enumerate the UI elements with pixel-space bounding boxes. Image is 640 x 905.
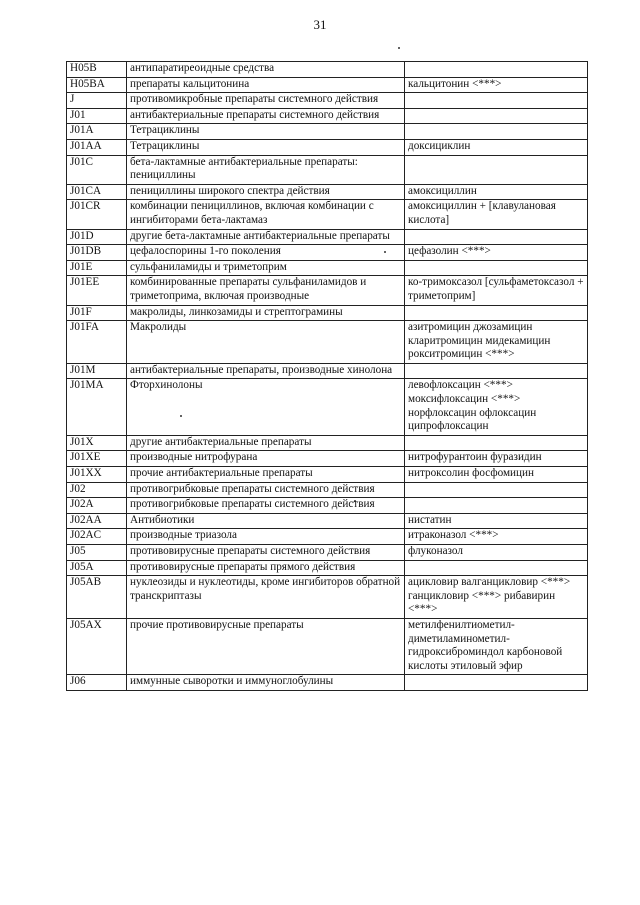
table-row: [67, 305, 588, 321]
table-row: [67, 513, 588, 529]
group-name-cell: Макролиды: [127, 321, 405, 364]
drug-names-cell: доксициклин: [405, 139, 588, 155]
atc-code-cell: J02: [67, 482, 127, 498]
atc-code-cell: J01XE: [67, 451, 127, 467]
table-row: [67, 498, 588, 514]
drug-names-cell: [405, 124, 588, 140]
drug-names-cell: левофлоксацин <***> моксифлоксацин <***> норфлоксацин офлоксацин ципрофлоксацин: [405, 379, 588, 435]
group-name-cell: бета-лактамные антибактериальные препараты: пенициллины: [127, 155, 405, 184]
group-name-cell: комбинации пенициллинов, включая комбинации с ингибиторами бета-лактамаз: [127, 200, 405, 229]
group-name-cell: другие бета-лактамные антибактериальные препараты: [127, 229, 405, 245]
atc-code-cell: J01FA: [67, 321, 127, 364]
drug-names-cell: [405, 675, 588, 691]
atc-code-cell: J05AX: [67, 618, 127, 674]
atc-code-cell: H05BA: [67, 77, 127, 93]
table-row: [67, 545, 588, 561]
drug-names-cell: [405, 62, 588, 78]
group-name-cell: антибактериальные препараты, производные хинолона: [127, 363, 405, 379]
scan-speck: [398, 47, 400, 49]
drug-names-cell: [405, 229, 588, 245]
table-row: [67, 229, 588, 245]
table-row: [67, 451, 588, 467]
group-name-cell: иммунные сыворотки и иммуноглобулины: [127, 675, 405, 691]
group-name-cell: макролиды, линкозамиды и стрептограмины: [127, 305, 405, 321]
atc-code-cell: J: [67, 93, 127, 109]
group-name-cell: производные триазола: [127, 529, 405, 545]
drug-names-cell: ацикловир валганцикловир <***> ганцикловир <***> рибавирин <***>: [405, 576, 588, 619]
table-row: [67, 93, 588, 109]
page-number: 31: [313, 17, 327, 32]
atc-code-cell: J01X: [67, 435, 127, 451]
atc-code-cell: J01E: [67, 260, 127, 276]
group-name-cell: антибактериальные препараты системного действия: [127, 108, 405, 124]
table-row: [67, 260, 588, 276]
group-name-cell: Тетрациклины: [127, 124, 405, 140]
atc-code-cell: J01EE: [67, 276, 127, 305]
table-row: [67, 200, 588, 229]
atc-code-cell: H05B: [67, 62, 127, 78]
table-row: [67, 155, 588, 184]
drug-names-cell: метилфенилтиометил-диметиламинометил-гидроксиброминдол карбоновой кислоты этиловый эфир: [405, 618, 588, 674]
drug-names-cell: флуконазол: [405, 545, 588, 561]
table-row: [67, 379, 588, 435]
group-name-cell: Фторхинолоны: [127, 379, 405, 435]
drug-names-cell: нистатин: [405, 513, 588, 529]
group-name-cell: другие антибактериальные препараты: [127, 435, 405, 451]
drug-names-cell: [405, 435, 588, 451]
table-row: [67, 675, 588, 691]
group-name-cell: нуклеозиды и нуклеотиды, кроме ингибиторов обратной транскриптазы: [127, 576, 405, 619]
atc-code-cell: J01: [67, 108, 127, 124]
atc-code-cell: J01C: [67, 155, 127, 184]
drug-names-cell: [405, 560, 588, 576]
group-name-cell: прочие антибактериальные препараты: [127, 467, 405, 483]
atc-code-cell: J05A: [67, 560, 127, 576]
drug-names-cell: амоксициллин + [клавулановая кислота]: [405, 200, 588, 229]
group-name-cell: противовирусные препараты системного действия: [127, 545, 405, 561]
atc-code-cell: J05AB: [67, 576, 127, 619]
table-row: [67, 184, 588, 200]
drug-names-cell: ко-тримоксазол [сульфаметоксазол + триметоприм]: [405, 276, 588, 305]
table-row: [67, 321, 588, 364]
table-row: [67, 276, 588, 305]
atc-code-cell: J01MA: [67, 379, 127, 435]
atc-code-cell: J02AC: [67, 529, 127, 545]
table-row: [67, 363, 588, 379]
group-name-cell: противогрибковые препараты системного действия: [127, 498, 405, 514]
table-row: [67, 245, 588, 261]
drug-names-cell: нитрофурантоин фуразидин: [405, 451, 588, 467]
atc-code-cell: J01XX: [67, 467, 127, 483]
group-name-cell: прочие противовирусные препараты: [127, 618, 405, 674]
drug-names-cell: [405, 260, 588, 276]
drug-names-cell: цефазолин <***>: [405, 245, 588, 261]
group-name-cell: Тетрациклины: [127, 139, 405, 155]
drug-classification-table: [66, 61, 588, 691]
atc-code-cell: J05: [67, 545, 127, 561]
group-name-cell: цефалоспорины 1-го поколения: [127, 245, 405, 261]
group-name-cell: Антибиотики: [127, 513, 405, 529]
drug-names-cell: амоксициллин: [405, 184, 588, 200]
table-row: [67, 560, 588, 576]
table-row: [67, 576, 588, 619]
drug-names-cell: азитромицин джозамицин кларитромицин мидекамицин рокситромицин <***>: [405, 321, 588, 364]
group-name-cell: противовирусные препараты прямого действия: [127, 560, 405, 576]
table-row: [67, 139, 588, 155]
table-row: [67, 124, 588, 140]
atc-code-cell: J01CR: [67, 200, 127, 229]
atc-code-cell: J02AA: [67, 513, 127, 529]
atc-code-cell: J06: [67, 675, 127, 691]
atc-code-cell: J01CA: [67, 184, 127, 200]
atc-code-cell: J01DB: [67, 245, 127, 261]
drug-names-cell: [405, 482, 588, 498]
table-row: [67, 62, 588, 78]
atc-code-cell: J01F: [67, 305, 127, 321]
drug-names-cell: [405, 305, 588, 321]
atc-code-cell: J01M: [67, 363, 127, 379]
atc-code-cell: J01D: [67, 229, 127, 245]
atc-code-cell: J01A: [67, 124, 127, 140]
drug-names-cell: нитроксолин фосфомицин: [405, 467, 588, 483]
group-name-cell: комбинированные препараты сульфаниламидов и триметоприма, включая производные: [127, 276, 405, 305]
table-row: [67, 618, 588, 674]
drug-names-cell: [405, 498, 588, 514]
atc-code-cell: J02A: [67, 498, 127, 514]
drug-names-cell: [405, 363, 588, 379]
table-row: [67, 435, 588, 451]
group-name-cell: противомикробные препараты системного действия: [127, 93, 405, 109]
group-name-cell: противогрибковые препараты системного действия: [127, 482, 405, 498]
table-row: [67, 108, 588, 124]
group-name-cell: пенициллины широкого спектра действия: [127, 184, 405, 200]
drug-names-cell: [405, 108, 588, 124]
table-row: [67, 529, 588, 545]
group-name-cell: сульфаниламиды и триметоприм: [127, 260, 405, 276]
drug-names-cell: итраконазол <***>: [405, 529, 588, 545]
table-row: [67, 482, 588, 498]
drug-names-cell: [405, 93, 588, 109]
drug-names-cell: кальцитонин <***>: [405, 77, 588, 93]
group-name-cell: препараты кальцитонина: [127, 77, 405, 93]
table-row: [67, 467, 588, 483]
group-name-cell: производные нитрофурана: [127, 451, 405, 467]
group-name-cell: антипаратиреоидные средства: [127, 62, 405, 78]
atc-code-cell: J01AA: [67, 139, 127, 155]
drug-names-cell: [405, 155, 588, 184]
table-row: [67, 77, 588, 93]
